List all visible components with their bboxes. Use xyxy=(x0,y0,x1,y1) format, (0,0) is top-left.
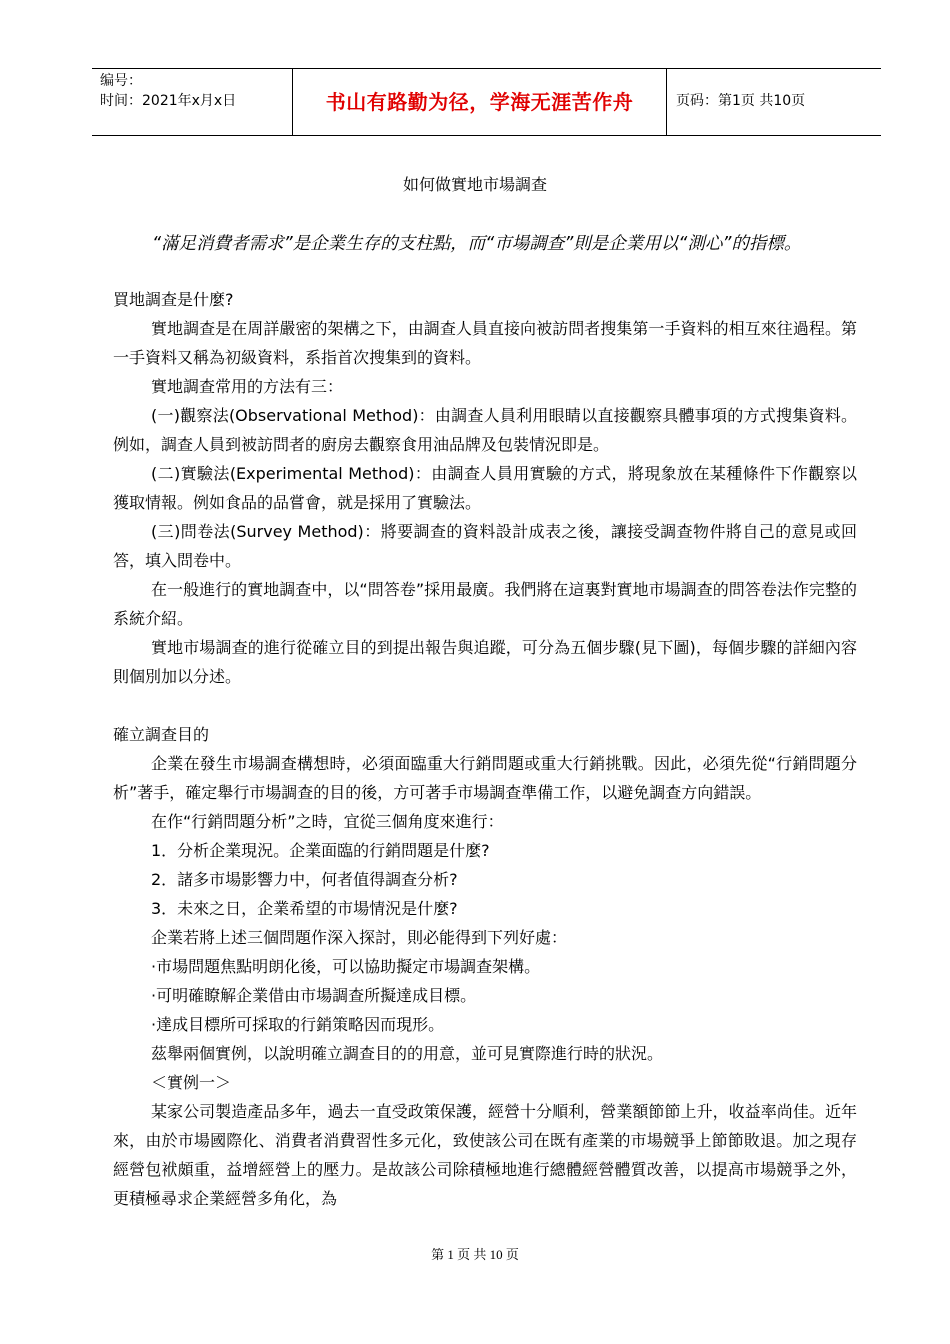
document-quote: “滿足消費者需求”是企業生存的支柱點，而“市場調查”則是企業用以“測心”的指標。 xyxy=(152,234,802,254)
paragraph: 實地調查是在周詳嚴密的架構之下，由調查人員直接向被訪問者搜集第一手資料的相互來往過程。第一手資料又稱為初級資料，系指首次搜集到的資料。 xyxy=(113,319,857,367)
paragraph: 實地調查常用的方法有三： xyxy=(151,377,344,396)
paragraph: 實地市場調查的進行從確立目的到提出報告與追蹤，可分為五個步驟(見下圖)，每個步驟的詳細內容則個別加以分述。 xyxy=(113,638,857,686)
example-label: ＜實例一＞ xyxy=(151,1073,232,1092)
document-title: 如何做實地市場調查 xyxy=(402,175,547,194)
paragraph: 企業若將上述三個問題作深入探討，則必能得到下列好處： xyxy=(151,928,568,947)
paragraph: (二)實驗法(Experimental Method)：由調查人員用實驗的方式，將現象放在某種條件下作觀察以獲取情報。例如食品的品嘗會，就是採用了實驗法。 xyxy=(113,464,857,512)
page-header xyxy=(92,68,881,136)
paragraph: (三)問卷法(Survey Method)：將要調查的資料設計成表之後，讓接受調查物件將自己的意見或回答，填入問卷中。 xyxy=(113,522,857,570)
header-page-code: 页码：第1页 共10页 xyxy=(676,93,806,109)
header-meta xyxy=(100,71,236,111)
section-heading: 確立調查目的 xyxy=(113,725,210,744)
paragraph: 茲舉兩個實例，以說明確立調查目的的用意，並可見實際進行時的狀況。 xyxy=(151,1044,664,1063)
paragraph: 在一般進行的實地調查中，以“問答卷”採用最廣。我們將在這裏對實地市場調查的問答卷法作完整的系統介紹。 xyxy=(113,580,857,628)
section-heading: 買地調查是什麼? xyxy=(113,290,234,309)
bullet-item: ·市場問題焦點明朗化後，可以協助擬定市場調查架構。 xyxy=(151,957,541,976)
paragraph: 某家公司製造產品多年，過去一直受政策保護，經營十分順利，營業額節節上升，收益率尚佳。近年來，由於市場國際化、消費者消費習性多元化，致使該公司在既有產業的市場競爭上節節敗退。加之現存經營包袱頗重，益增經營上的壓力。是故該公司除積極地進行總體經營體質改善，以提高市場競爭之外，更積極尋求企業經營多角化，為 xyxy=(113,1102,857,1208)
number-label: 编号： xyxy=(100,73,142,89)
list-item: 3．未來之日，企業希望的市場情況是什麼? xyxy=(151,899,458,918)
page-footer: 第 1 页 共 10 页 xyxy=(431,1247,519,1262)
bullet-item: ·可明確瞭解企業借由市場調查所擬達成目標。 xyxy=(151,986,477,1005)
header-divider xyxy=(666,69,667,135)
document-body xyxy=(113,285,857,1213)
paragraph: 在作“行銷問題分析”之時，宜從三個角度來進行： xyxy=(151,812,504,831)
time-label: 时间：2021年x月x日 xyxy=(100,93,237,109)
list-item: 1．分析企業現況。企業面臨的行銷問題是什麼? xyxy=(151,841,490,860)
paragraph: (一)觀察法(Observational Method)：由調查人員利用眼睛以直接觀察具體事項的方式搜集資料。例如，調查人員到被訪問者的廚房去觀察食用油品牌及包裝情況即是。 xyxy=(113,406,857,454)
spacer xyxy=(113,691,857,720)
bullet-item: ·達成目標所可採取的行銷策略因而現形。 xyxy=(151,1015,445,1034)
list-item: 2．諸多市場影響力中，何者值得調查分析? xyxy=(151,870,458,889)
header-motto: 书山有路勤为径，学海无涯苦作舟 xyxy=(325,90,634,114)
paragraph: 企業在發生市場調查構想時，必須面臨重大行銷問題或重大行銷挑戰。因此，必須先從“行銷問題分析”著手，確定舉行市場調查的目的後，方可著手市場調查準備工作，以避免調查方向錯誤。 xyxy=(113,754,857,802)
